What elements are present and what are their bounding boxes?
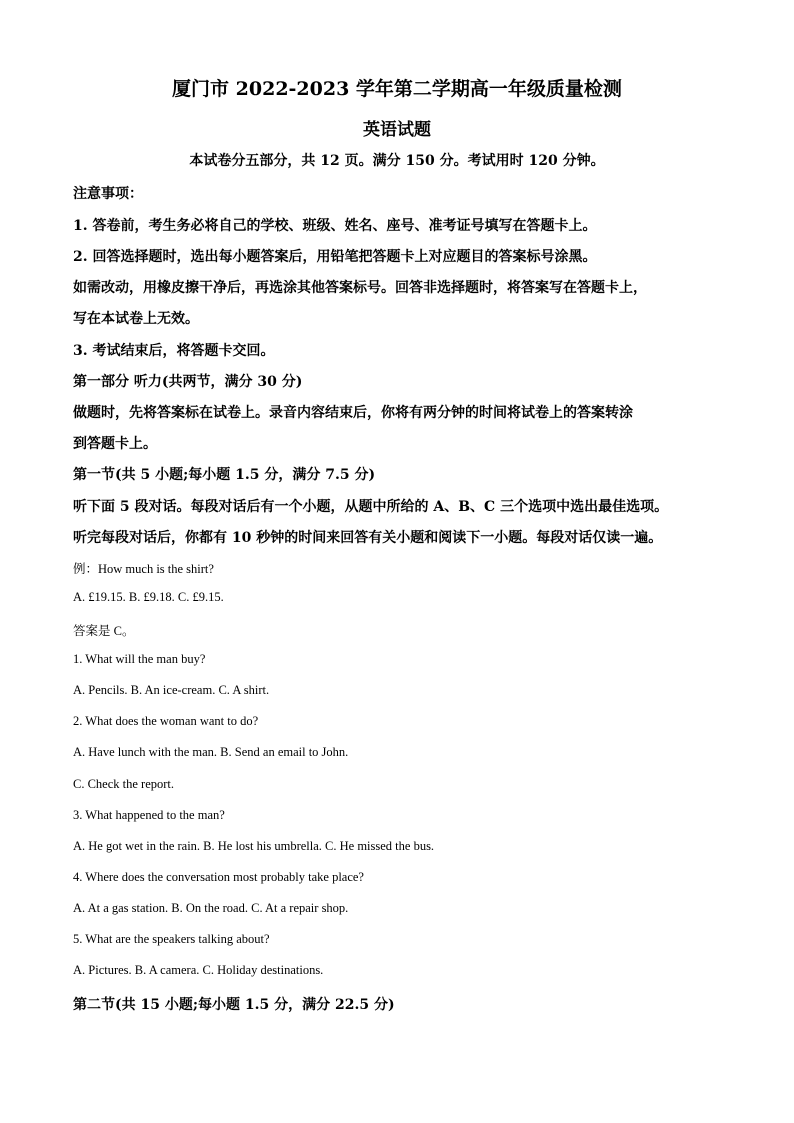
notes-item-1: 1. 答卷前，考生务必将自己的学校、班级、姓名、座号、准考证号填写在答题卡上。 <box>73 218 597 234</box>
question-3-options: A. He got wet in the rain. B. He lost his umbrella. C. He missed the bus. <box>73 839 435 853</box>
question-2-options-cont: C. Check the report. <box>73 777 175 791</box>
section1-heading: 第一节(共 5 小题;每小题 1.5 分，满分 7.5 分) <box>73 467 376 483</box>
part1-instr-1: 做题时，先将答案标在试卷上。录音内容结束后，你将有两分钟的时间将试卷上的答案转涂 <box>73 405 633 421</box>
notes-item-2: 2. 回答选择题时，选出每小题答案后，用铅笔把答题卡上对应题目的答案标号涂黑。 <box>73 249 597 265</box>
example-options: A. £19.15. B. £9.18. C. £9.15. <box>73 590 224 604</box>
question-1: 1. What will the man buy? <box>73 652 206 666</box>
subject-title: 英语试题 <box>363 120 431 140</box>
notes-item-2-cont-1: 如需改动，用橡皮擦干净后，再选涂其他答案标号。回答非选择题时，将答案写在答题卡上， <box>73 280 647 296</box>
notes-heading: 注意事项： <box>73 186 143 202</box>
question-5-options: A. Pictures. B. A camera. C. Holiday destinations. <box>73 963 324 977</box>
section1-instr-1: 听下面 5 段对话。每段对话后有一个小题，从题中所给的 A、B、C 三个选项中选出最佳选项。 <box>73 499 669 515</box>
exam-intro: 本试卷分五部分，共 12 页。满分 150 分。考试用时 120 分钟。 <box>189 153 605 169</box>
question-2: 2. What does the woman want to do? <box>73 714 259 728</box>
page-title: 厦门市 2022-2023 学年第二学期高一年级质量检测 <box>172 78 622 100</box>
question-1-options: A. Pencils. B. An ice-cream. C. A shirt. <box>73 683 270 697</box>
part1-instr-2: 到答题卡上。 <box>73 436 157 452</box>
notes-item-2-cont-2: 写在本试卷上无效。 <box>73 311 199 327</box>
example-answer: 答案是 C。 <box>73 624 135 638</box>
question-4: 4. Where does the conversation most probably take place? <box>73 870 364 884</box>
part1-heading: 第一部分 听力(共两节，满分 30 分) <box>73 374 303 390</box>
question-5: 5. What are the speakers talking about? <box>73 932 270 946</box>
section1-instr-2: 听完每段对话后，你都有 10 秒钟的时间来回答有关小题和阅读下一小题。每段对话仅读一遍。 <box>73 530 663 546</box>
section2-heading: 第二节(共 15 小题;每小题 1.5 分，满分 22.5 分) <box>73 997 395 1013</box>
notes-item-3: 3. 考试结束后，将答题卡交回。 <box>73 343 275 359</box>
example-question: 例：How much is the shirt? <box>73 562 214 576</box>
question-4-options: A. At a gas station. B. On the road. C. At a repair shop. <box>73 901 349 915</box>
question-2-options: A. Have lunch with the man. B. Send an email to John. <box>73 745 349 759</box>
question-3: 3. What happened to the man? <box>73 808 225 822</box>
